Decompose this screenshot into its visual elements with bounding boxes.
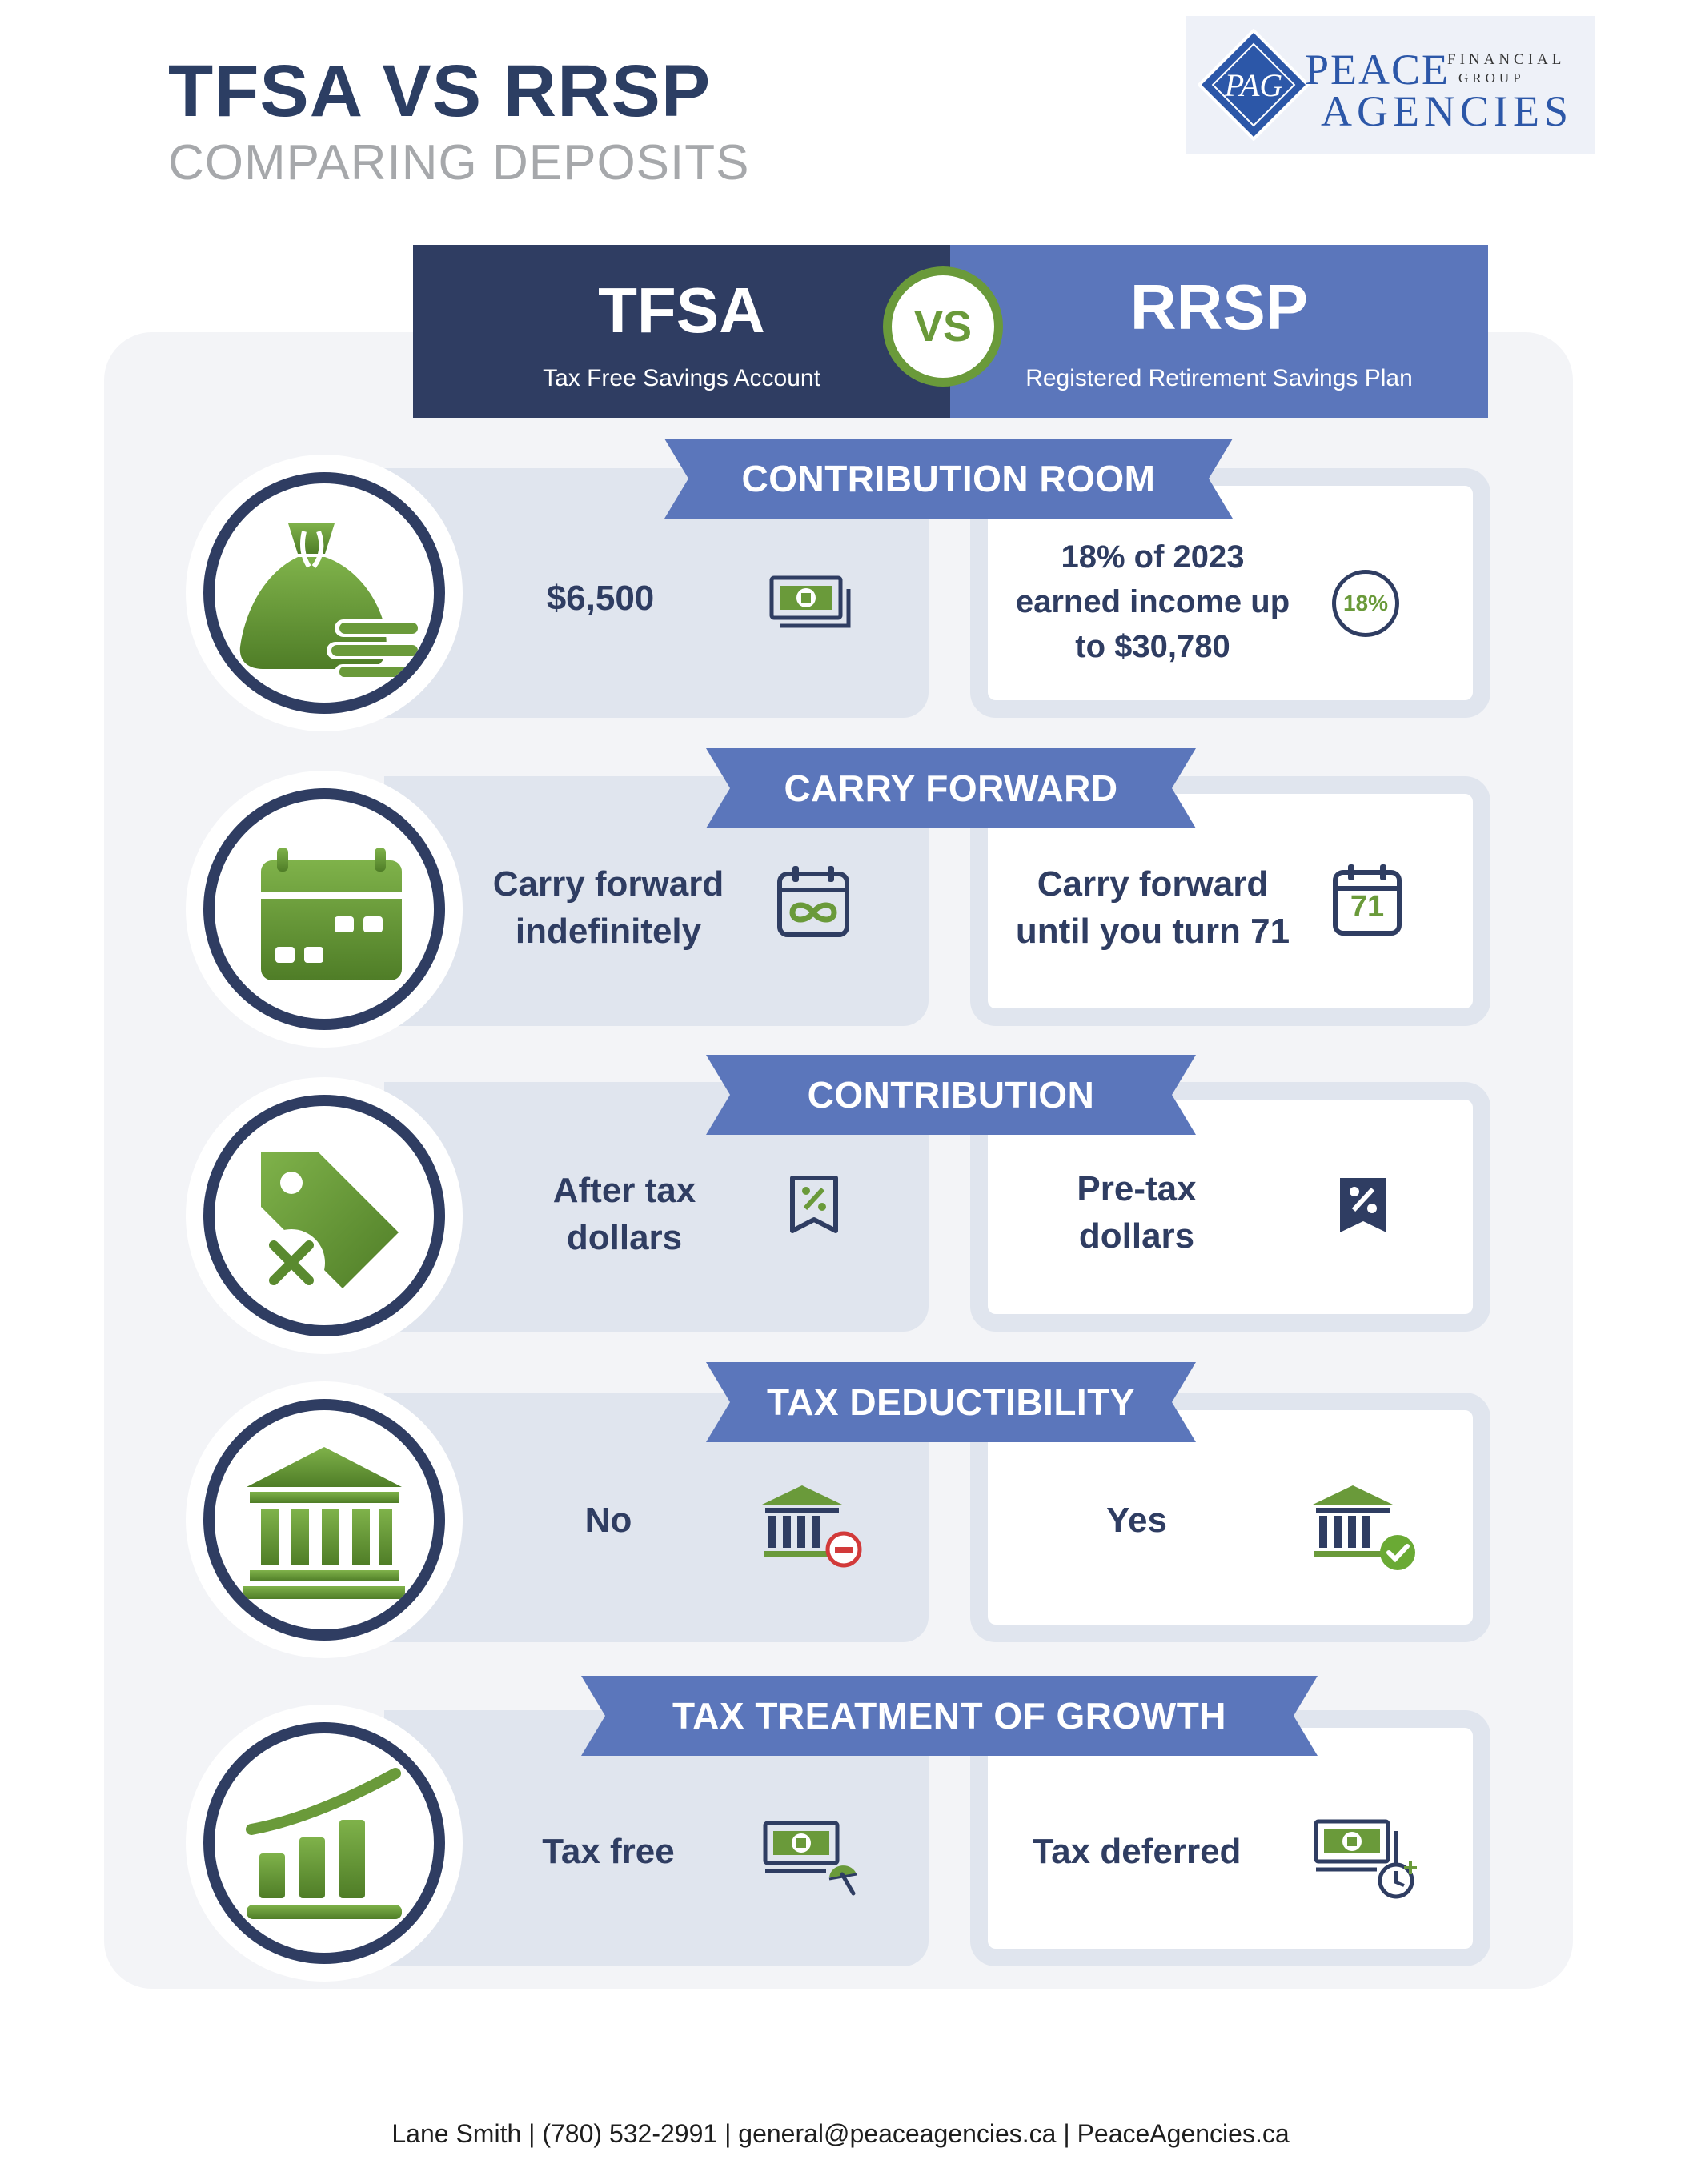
percent-circle-icon: 18% — [1332, 570, 1399, 637]
logo-word-financial: FINANCIAL — [1447, 51, 1566, 68]
rrsp-value-line: until you turn 71 — [1015, 912, 1290, 952]
section-title: CONTRIBUTION — [807, 1074, 1095, 1116]
section-heading-contribution — [706, 1055, 1196, 1135]
footer-contact: Lane Smith | (780) 532-2991 | general@peaceagencies.ca | PeaceAgencies.ca — [391, 2119, 1290, 2148]
receipt-percent-outline-icon — [789, 1175, 839, 1234]
logo-monogram: PAG — [1224, 67, 1283, 103]
logo-word-group: GROUP — [1458, 70, 1525, 86]
page-title: TFSA VS RRSP — [168, 50, 712, 132]
row-icon-circle — [186, 1705, 463, 1982]
row-icon-circle — [186, 771, 463, 1048]
rrsp-value — [1009, 1165, 1265, 1260]
section-heading-carry-forward — [706, 748, 1196, 828]
rrsp-value — [993, 860, 1313, 956]
section-title: TAX DEDUCTIBILITY — [767, 1381, 1135, 1423]
rrsp-value-line: dollars — [1078, 1216, 1195, 1256]
cash-clock-icon — [1313, 1818, 1422, 1905]
rrsp-header — [950, 245, 1488, 418]
cash-icon — [768, 575, 852, 632]
tfsa-value-line: After tax — [552, 1171, 696, 1210]
row-icon-circle — [186, 1381, 463, 1658]
tfsa-value — [496, 1167, 752, 1262]
calendar-badge: 71 — [1350, 890, 1385, 924]
tfsa-header — [413, 245, 950, 418]
rrsp-value-line: Pre-tax — [1077, 1169, 1197, 1208]
page-subtitle: COMPARING DEPOSITS — [168, 135, 750, 190]
growth-chart-icon — [215, 1733, 434, 1953]
rrsp-value-line: to $30,780 — [1075, 629, 1230, 664]
rrsp-value: Yes — [1106, 1501, 1167, 1540]
tfsa-full-name: Tax Free Savings Account — [543, 365, 820, 391]
bank-check-icon — [1313, 1482, 1417, 1572]
tfsa-value: No — [584, 1501, 632, 1540]
rrsp-full-name: Registered Retirement Savings Plan — [1025, 365, 1413, 391]
bank-minus-icon — [762, 1482, 863, 1570]
rrsp-value-line: earned income up — [1015, 584, 1290, 619]
cash-umbrella-icon — [762, 1820, 861, 1900]
rrsp-value-line: 18% of 2023 — [1061, 539, 1245, 575]
vs-badge: VS — [883, 266, 1003, 387]
tfsa-name: TFSA — [598, 275, 765, 346]
rrsp-value — [993, 535, 1313, 669]
section-heading-contribution-room — [664, 439, 1233, 519]
logo-word-agencies: AGENCIES — [1321, 87, 1573, 135]
section-heading-tax-treatment — [581, 1676, 1318, 1756]
tfsa-value: Tax free — [542, 1832, 675, 1871]
tfsa-value — [456, 860, 760, 956]
company-logo — [1186, 16, 1595, 154]
section-title: CONTRIBUTION ROOM — [741, 458, 1156, 499]
receipt-percent-filled-icon — [1338, 1176, 1388, 1234]
section-title: CARRY FORWARD — [784, 767, 1118, 809]
tfsa-value: $6,500 — [546, 579, 655, 618]
money-bag-icon — [215, 483, 434, 703]
rrsp-name: RRSP — [1129, 271, 1309, 343]
tfsa-value-line: Carry forward — [492, 864, 724, 904]
tfsa-value-line: dollars — [566, 1218, 683, 1258]
calendar-71-icon — [1332, 863, 1402, 936]
rrsp-value: Tax deferred — [1032, 1832, 1242, 1871]
logo-diamond-icon — [1198, 29, 1310, 141]
section-title: TAX TREATMENT OF GROWTH — [672, 1695, 1227, 1737]
section-heading-tax-deductibility — [706, 1362, 1196, 1442]
price-tag-icon — [215, 1106, 434, 1325]
rrsp-value-line: Carry forward — [1037, 864, 1269, 904]
tfsa-value-line: indefinitely — [515, 912, 702, 952]
logo-word-peace: PEACE — [1305, 46, 1450, 94]
calendar-infinity-icon — [775, 863, 852, 940]
row-icon-circle — [186, 455, 463, 731]
row-icon-circle — [186, 1077, 463, 1354]
bank-icon — [215, 1410, 434, 1629]
calendar-icon — [215, 799, 434, 1019]
